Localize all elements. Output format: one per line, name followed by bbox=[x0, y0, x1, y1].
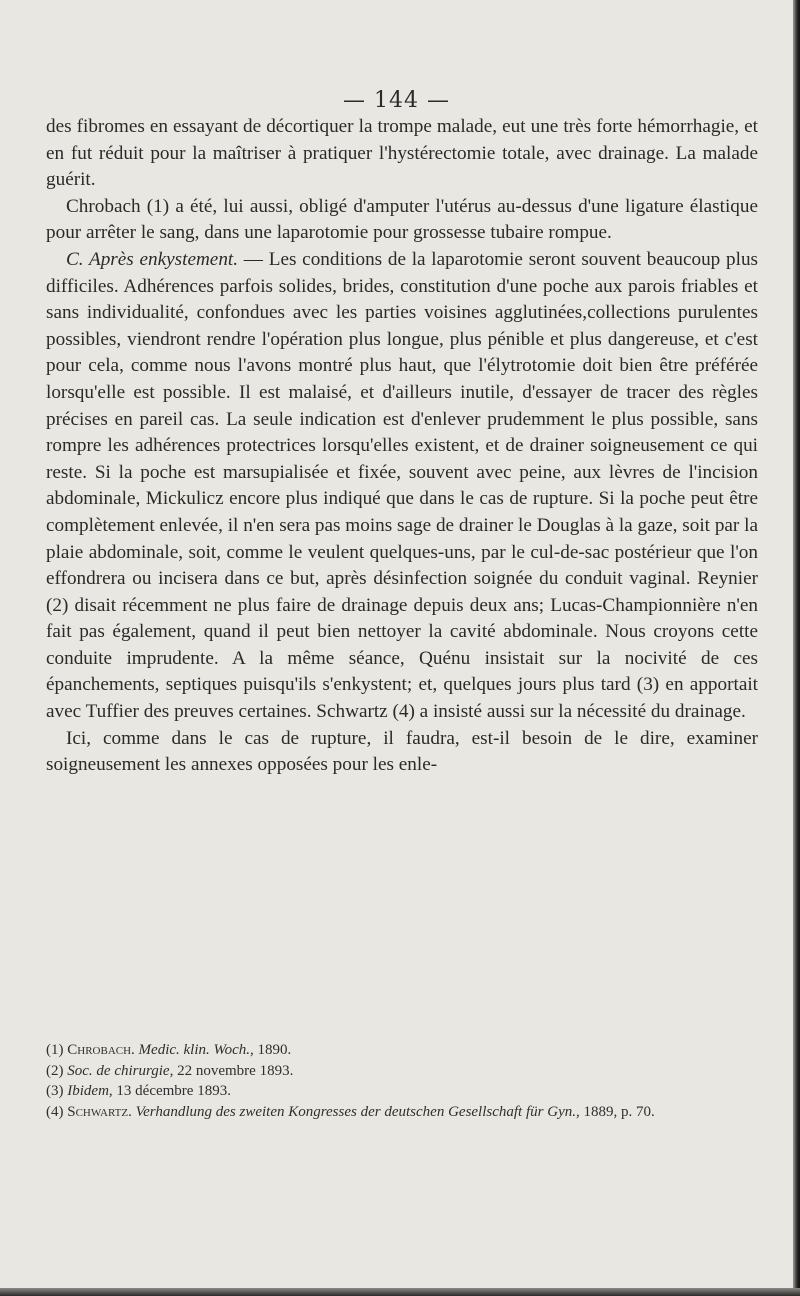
paragraph-text: — Les conditions de la laparotomie seront souvent beaucoup plus difficiles. Adhérences parfois solides, brides, constitution d'une poche aux parois friables et sans individualité, confondues avec les parties voisines agglutinées,collections purulentes possibles, viendront rendre l'opération plus longue, plus pénible et plus dangereuse, et c'est pour cela, comme nous l'avons montré plus haut, que l'élytrotomie doit bien être préférée lorsqu'elle est possible. Il est malaisé, et d'ailleurs inutile, d'essayer de tracer des règles précises en pareil cas. La seule indication est d'enlever prudemment le plus possible, sans rompre les adhérences protectrices lorsqu'elles existent, et de drainer soigneusement ce qui reste. Si la poche est marsupialisée et fixée, souvent avec peine, aux lèvres de l'incision abdominale, Mickulicz encore plus indiqué que dans le cas de rupture. Si la poche peut être complètement enlevée, il n'en sera pas moins sage de drainer le Douglas à la gaze, soit par la plaie abdominale, soit, comme le veulent quelques-uns, par le cul-de-sac postérieur que l'on effondrera ou incisera dans ce but, après désinfection soignée du conduit vaginal. Reynier (2) disait récemment ne plus faire de drainage depuis deux ans; Lucas-Championnière n'en fait pas également, quand il peut bien nettoyer la cavité abdominale. Nous croyons cette conduite imprudente. A la même séance, Quénu insistait sur la nocivité de ces épanchements, septiques puisqu'ils s'enkystent; et, quelques jours plus tard (3) en apportait avec Tuffier des preuves certaines. Schwartz (4) a insisté aussi sur la nécessité du drainage. bbox=[46, 248, 758, 723]
paragraph: des fibromes en essayant de décortiquer la trompe malade, eut une très forte hémorrhagie, et en fut réduit pour la maîtriser à pratiquer l'hystérectomie totale, avec drainage. La malade guérit. bbox=[46, 116, 758, 191]
footnote-author: Schwartz. bbox=[67, 1103, 132, 1120]
paragraph: Ici, comme dans le cas de rupture, il faudra, est-il besoin de le dire, examiner soigneusement les annexes opposées pour les enle- bbox=[46, 727, 758, 776]
page-edge-bottom bbox=[0, 1288, 800, 1296]
footnote-detail: 1889, p. 70. bbox=[579, 1103, 655, 1120]
footnote-source: Medic. klin. Woch., bbox=[138, 1042, 254, 1058]
page-edge-right bbox=[793, 0, 800, 1296]
footnote-detail: 13 décembre 1893. bbox=[112, 1083, 231, 1100]
footnote bbox=[46, 1040, 758, 1061]
footnote-source: Verhandlung des zweiten Kongresses der deutschen Gesellschaft für Gyn., bbox=[135, 1103, 580, 1120]
footnote-mark: (2) bbox=[46, 1062, 64, 1079]
footnote-source: Soc. de chirurgie, bbox=[67, 1062, 174, 1079]
paragraph bbox=[46, 247, 758, 726]
paragraph: Chrobach (1) a été, lui aussi, obligé d'amputer l'utérus au-dessus d'une ligature élastique pour arrêter le sang, dans une laparotomie pour grossesse tubaire rompue. bbox=[46, 195, 758, 244]
footnotes bbox=[46, 1040, 758, 1122]
footnote-mark: (4) bbox=[46, 1103, 64, 1120]
footnote bbox=[46, 1081, 758, 1102]
footnote-source: Ibidem, bbox=[67, 1083, 113, 1100]
footnote-mark: (3) bbox=[46, 1083, 64, 1100]
footnote-author: Chrobach. bbox=[67, 1042, 135, 1058]
footnote-detail: 22 novembre 1893. bbox=[173, 1062, 294, 1079]
footnote-mark: (1) bbox=[46, 1042, 64, 1058]
footnote bbox=[46, 1061, 758, 1082]
page-number: — 144 — bbox=[343, 88, 450, 113]
body-text bbox=[46, 114, 758, 779]
section-title: C. Après enkystement. bbox=[66, 248, 239, 270]
footnote-detail: 1890. bbox=[253, 1042, 292, 1058]
footnote bbox=[46, 1102, 758, 1123]
